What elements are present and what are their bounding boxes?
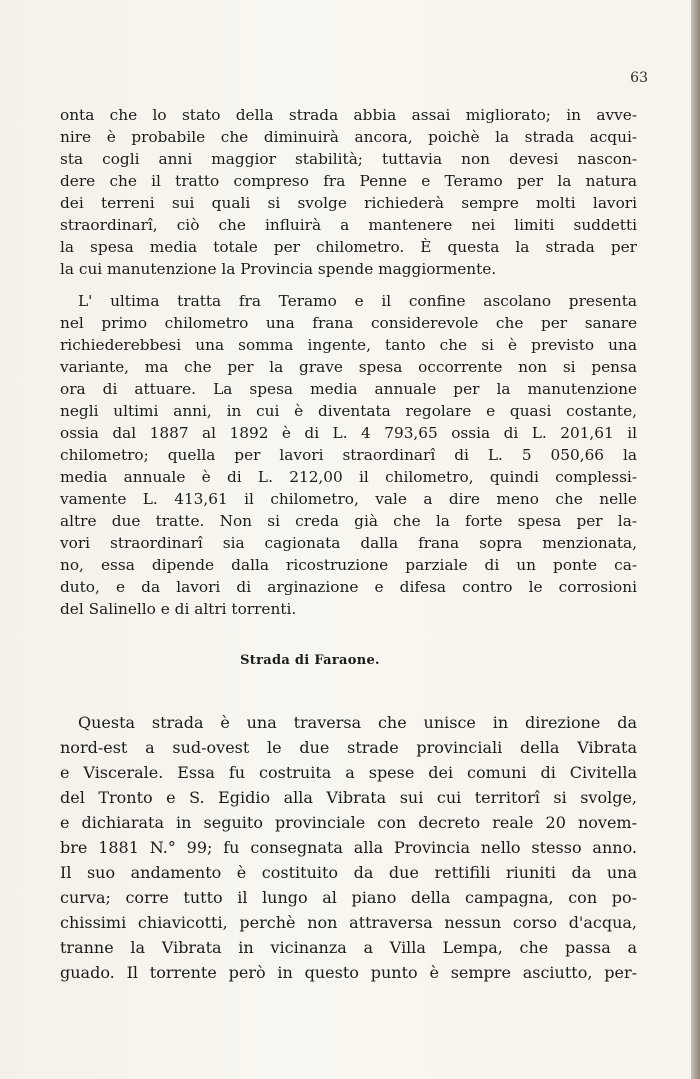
text-line: guado. Il torrente però in questo punto è sempre asciutto, per- [60,963,637,982]
paragraph-3 [60,710,637,985]
text-line: la cui manutenzione la Provincia spende maggiormente. [60,260,497,278]
text-line: nord-est a sud-ovest le due strade provinciali della Vibrata [60,738,637,757]
text-line: curva; corre tutto il lungo al piano della campagna, con po- [60,888,637,907]
paragraph-2 [60,290,637,620]
page-edge-shadow [691,0,700,1079]
text-line: altre due tratte. Non si creda già che la forte spesa per la- [60,512,637,530]
text-line: nel primo chilometro una frana considerevole che per sanare [60,314,637,332]
text-line: tranne la Vibrata in vicinanza a Villa Lempa, che passa a [60,938,637,957]
text-line: e dichiarata in seguito provinciale con decreto reale 20 novem- [60,813,637,832]
section-heading: Strada di Faraone. [240,653,380,668]
text-line: del Salinello e di altri torrenti. [60,600,297,618]
paragraph-1 [60,104,637,280]
text-line: duto, e da lavori di arginazione e difesa contro le corrosioni [60,578,637,596]
text-line: variante, ma che per la grave spesa occorrente non si pensa [60,358,637,376]
text-line: e Viscerale. Essa fu costruita a spese dei comuni di Civitella [60,763,637,782]
text-line: la spesa media totale per chilometro. È questa la strada per [60,238,637,256]
text-line: no, essa dipende dalla ricostruzione parziale di un ponte ca- [60,556,637,574]
text-line: ora di attuare. La spesa media annuale per la manutenzione [60,380,637,398]
text-line: Il suo andamento è costituito da due rettifili riuniti da una [60,863,637,882]
page-number: 63 [630,70,648,86]
text-line: media annuale è di L. 212,00 il chilometro, quindi complessi- [60,468,637,486]
text-line: sta cogli anni maggior stabilità; tuttavia non devesi nascon- [60,150,637,168]
text-line: straordinarî, ciò che influirà a mantenere nei limiti suddetti [60,216,637,234]
text-line: vori straordinarî sia cagionata dalla frana sopra menzionata, [60,534,637,552]
text-line: Questa strada è una traversa che unisce in direzione da [78,713,637,732]
text-line: onta che lo stato della strada abbia assai migliorato; in avve- [60,106,637,124]
text-line: L' ultima tratta fra Teramo e il confine ascolano presenta [78,292,637,310]
text-line: bre 1881 N.° 99; fu consegnata alla Provincia nello stesso anno. [60,838,637,857]
text-line: dere che il tratto compreso fra Penne e Teramo per la natura [60,172,637,190]
text-line: chilometro; quella per lavori straordinarî di L. 5 050,66 la [60,446,637,464]
text-line: chissimi chiavicotti, perchè non attraversa nessun corso d'acqua, [60,913,637,932]
text-line: richiederebbesi una somma ingente, tanto che si è previsto una [60,336,637,354]
text-line: del Tronto e S. Egidio alla Vibrata sui cui territorî si svolge, [60,788,637,807]
text-line: ossia dal 1887 al 1892 è di L. 4 793,65 ossia di L. 201,61 il [60,424,637,442]
text-line: dei terreni sui quali si svolge richiederà sempre molti lavori [60,194,637,212]
text-line: negli ultimi anni, in cui è diventata regolare e quasi costante, [60,402,637,420]
text-line: vamente L. 413,61 il chilometro, vale a dire meno che nelle [60,490,637,508]
text-line: nire è probabile che diminuirà ancora, poichè la strada acqui- [60,128,637,146]
